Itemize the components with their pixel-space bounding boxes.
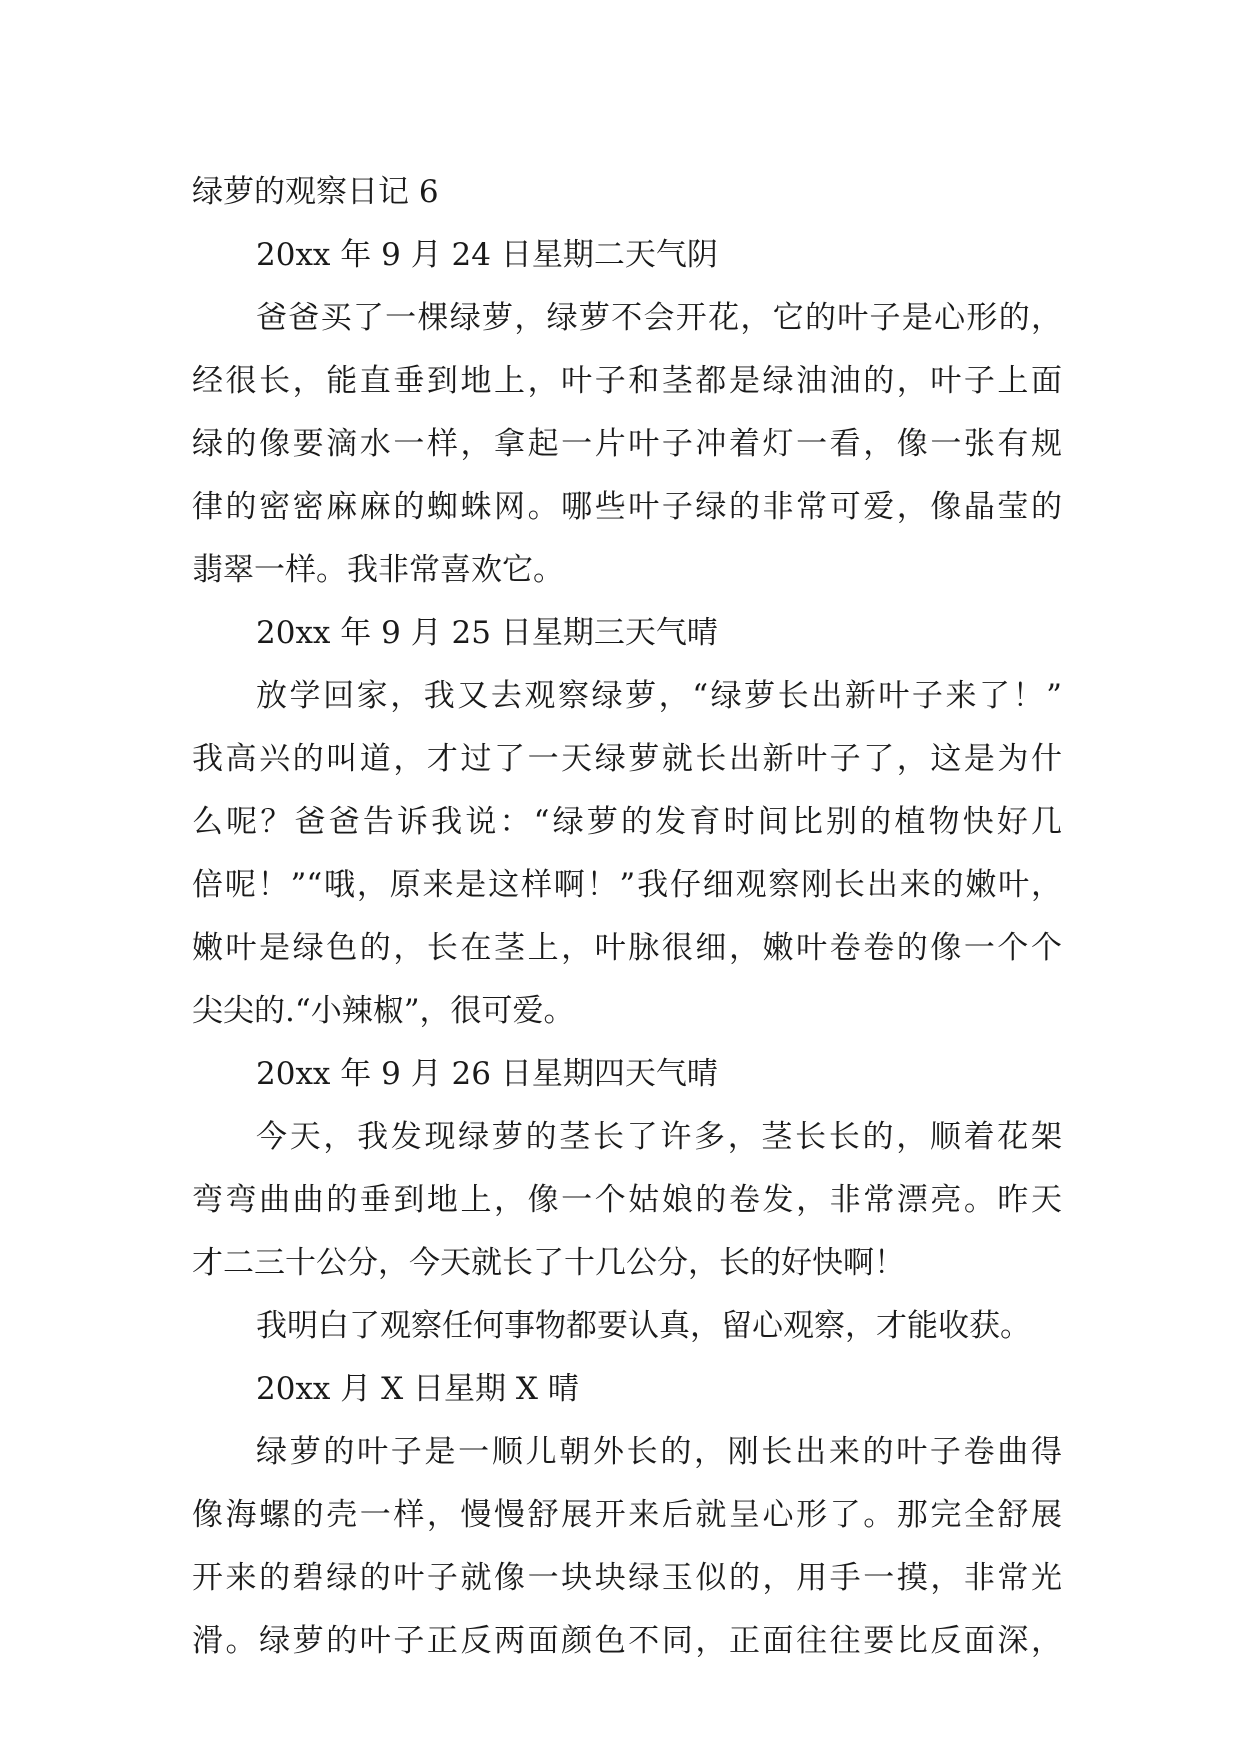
paragraph-line: 倍呢！”“哦，原来是这样啊！”我仔细观察刚长出来的嫩叶， — [192, 867, 1062, 903]
paragraph-line: 我明白了观察任何事物都要认真，留心观察，才能收获。 — [256, 1308, 1031, 1344]
paragraph-line: 今天，我发现绿萝的茎长了许多，茎长长的，顺着花架 — [256, 1119, 1062, 1155]
entry-date: 20xx 年 9 月 25 日星期三天气晴 — [256, 615, 718, 651]
entry-date: 20xx 年 9 月 26 日星期四天气晴 — [256, 1056, 718, 1092]
paragraph-line: 像海螺的壳一样，慢慢舒展开来后就呈心形了。那完全舒展 — [192, 1497, 1062, 1533]
paragraph-line: 滑。绿萝的叶子正反两面颜色不同，正面往往要比反面深， — [192, 1623, 1062, 1659]
paragraph-line: 律的密密麻麻的蜘蛛网。哪些叶子绿的非常可爱，像晶莹的 — [192, 489, 1062, 525]
document-title: 绿萝的观察日记 6 — [192, 174, 439, 210]
entry-date: 20xx 月 X 日星期 X 晴 — [256, 1371, 579, 1407]
paragraph-line: 弯弯曲曲的垂到地上，像一个姑娘的卷发，非常漂亮。昨天 — [192, 1182, 1062, 1218]
paragraph-line: 爸爸买了一棵绿萝，绿萝不会开花，它的叶子是心形的， — [256, 300, 1062, 336]
paragraph-line: 绿萝的叶子是一顺儿朝外长的，刚长出来的叶子卷曲得 — [256, 1434, 1062, 1470]
paragraph-line: 么呢？爸爸告诉我说：“绿萝的发育时间比别的植物快好几 — [192, 804, 1062, 840]
paragraph-line: 经很长，能直垂到地上，叶子和茎都是绿油油的，叶子上面 — [192, 363, 1062, 399]
paragraph-line: 放学回家，我又去观察绿萝，“绿萝长出新叶子来了！” — [256, 678, 1062, 714]
paragraph-line: 嫩叶是绿色的，长在茎上，叶脉很细，嫩叶卷卷的像一个个 — [192, 930, 1062, 966]
paragraph-line: 我高兴的叫道，才过了一天绿萝就长出新叶子了，这是为什 — [192, 741, 1062, 777]
paragraph-line: 开来的碧绿的叶子就像一块块绿玉似的，用手一摸，非常光 — [192, 1560, 1062, 1596]
entry-date: 20xx 年 9 月 24 日星期二天气阴 — [256, 237, 718, 273]
paragraph-line: 翡翠一样。我非常喜欢它。 — [192, 552, 564, 588]
paragraph-line: 才二三十公分，今天就长了十几公分，长的好快啊！ — [192, 1245, 905, 1281]
paragraph-line: 尖尖的.“小辣椒”，很可爱。 — [192, 993, 575, 1029]
document-body — [192, 161, 1062, 1673]
paragraph-line: 绿的像要滴水一样，拿起一片叶子冲着灯一看，像一张有规 — [192, 426, 1062, 462]
